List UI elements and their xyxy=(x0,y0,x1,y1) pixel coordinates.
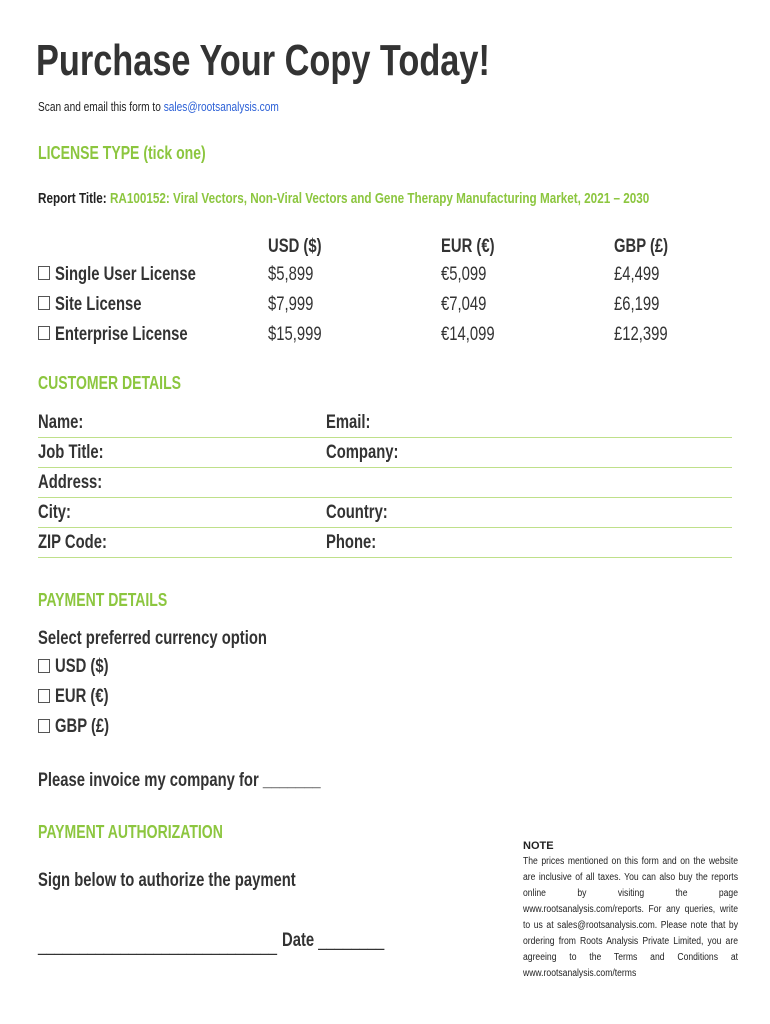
single-user-usd: $5,899 xyxy=(268,264,314,285)
currency-header-gbp: GBP (£) xyxy=(614,236,669,257)
sign-label: Sign below to authorize the payment xyxy=(38,870,296,891)
job-company-rule[interactable] xyxy=(38,467,732,468)
phone-label: Phone: xyxy=(326,532,377,553)
currency-header-eur: EUR (€) xyxy=(441,236,495,257)
enterprise-gbp: £12,399 xyxy=(614,324,668,345)
note-heading: NOTE xyxy=(523,840,554,852)
address-rule[interactable] xyxy=(38,497,732,498)
single-user-license-checkbox[interactable] xyxy=(38,266,50,280)
site-license-checkbox[interactable] xyxy=(38,296,50,310)
invoice-label: Please invoice my company for _______ xyxy=(38,770,321,791)
currency-header-usd: USD ($) xyxy=(268,236,322,257)
date-label: Date ________ xyxy=(282,930,385,951)
company-label: Company: xyxy=(326,442,399,463)
enterprise-license-label: Enterprise License xyxy=(55,324,188,345)
enterprise-eur: €14,099 xyxy=(441,324,495,345)
subtitle: Scan and email this form to sales@rootsanalysis.com xyxy=(38,99,279,114)
select-currency-label: Select preferred currency option xyxy=(38,628,267,649)
license-type-heading: LICENSE TYPE (tick one) xyxy=(38,143,206,163)
email-label: Email: xyxy=(326,412,371,433)
date-line[interactable]: ________ xyxy=(318,930,385,951)
name-label: Name: xyxy=(38,412,84,433)
single-user-gbp: £4,499 xyxy=(614,264,660,285)
note-box xyxy=(523,838,738,982)
gbp-option-checkbox[interactable] xyxy=(38,719,50,733)
usd-option-label: USD ($) xyxy=(55,656,109,677)
enterprise-license-checkbox[interactable] xyxy=(38,326,50,340)
job-title-label: Job Title: xyxy=(38,442,104,463)
payment-details-heading: PAYMENT DETAILS xyxy=(38,590,168,610)
payment-authorization-heading: PAYMENT AUTHORIZATION xyxy=(38,822,223,842)
email-link[interactable]: sales@rootsanalysis.com xyxy=(163,99,279,114)
site-license-gbp: £6,199 xyxy=(614,294,660,315)
enterprise-usd: $15,999 xyxy=(268,324,322,345)
eur-option-checkbox[interactable] xyxy=(38,689,50,703)
site-license-eur: €7,049 xyxy=(441,294,487,315)
signature-line[interactable]: _____________________________ xyxy=(38,935,278,956)
note-text: The prices mentioned on this form and on the website are inclusive of all taxes. You can also buy the reports online by visiting the page www.rootsanalysis.com/reports. For any queries, write to us at sales@rootsanalysis.com. Please note that by ordering from Roots Analysis Private Limited, you are agreeing to the Terms and Conditions at www.rootsanalysis.com/terms xyxy=(523,856,738,979)
gbp-option-label: GBP (£) xyxy=(55,716,110,737)
report-title-line: Report Title: RA100152: Viral Vectors, Non-Viral Vectors and Gene Therapy Manufacturing Market, 2021 – 2030 xyxy=(38,190,650,207)
zip-phone-rule[interactable] xyxy=(38,557,732,558)
city-country-rule[interactable] xyxy=(38,527,732,528)
single-user-eur: €5,099 xyxy=(441,264,487,285)
usd-option-checkbox[interactable] xyxy=(38,659,50,673)
name-email-rule[interactable] xyxy=(38,437,732,438)
single-user-license-label: Single User License xyxy=(55,264,196,285)
site-license-label: Site License xyxy=(55,294,142,315)
eur-option-label: EUR (€) xyxy=(55,686,109,707)
customer-details-heading: CUSTOMER DETAILS xyxy=(38,373,182,393)
country-label: Country: xyxy=(326,502,388,523)
address-label: Address: xyxy=(38,472,103,493)
page-title: Purchase Your Copy Today! xyxy=(36,36,490,85)
site-license-usd: $7,999 xyxy=(268,294,314,315)
city-label: City: xyxy=(38,502,71,523)
zip-code-label: ZIP Code: xyxy=(38,532,107,553)
